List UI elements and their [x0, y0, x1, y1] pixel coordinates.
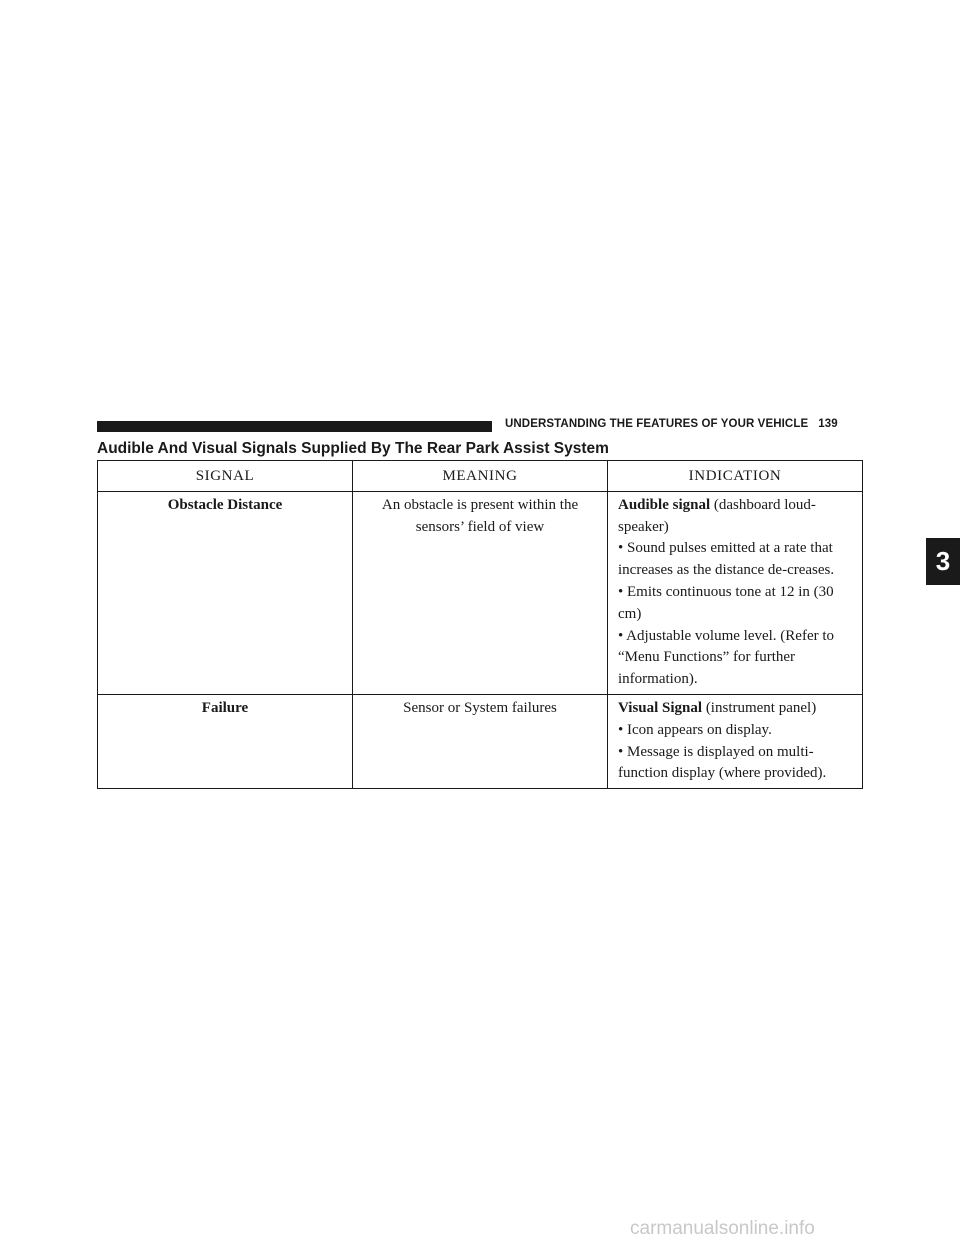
meaning-cell: Sensor or System failures — [353, 694, 608, 788]
indication-bullet: • Emits continuous tone at 12 in (30 cm) — [618, 583, 834, 622]
indication-heading — [618, 495, 852, 539]
watermark: carmanualsonline.info — [630, 1218, 815, 1239]
running-header-title: UNDERSTANDING THE FEATURES OF YOUR VEHICLE — [505, 418, 809, 430]
indication-label: Visual Signal — [618, 699, 703, 716]
indication-bullet: • Sound pulses emitted at a rate that increases as the distance de-creases. — [618, 540, 835, 579]
indication-bullet: • Icon appears on display. — [618, 721, 772, 738]
indication-note: (instrument panel) — [705, 699, 817, 716]
indication-cell — [608, 694, 863, 788]
running-header — [505, 418, 838, 430]
table-row — [98, 491, 863, 694]
page-number: 139 — [818, 418, 838, 430]
indication-cell — [608, 491, 863, 694]
chapter-tab: 3 — [926, 538, 960, 585]
header-rule — [97, 421, 492, 432]
signal-cell: Failure — [98, 694, 353, 788]
indication-note: (dashboard loud-speaker) — [618, 496, 816, 535]
column-header-indication: INDICATION — [608, 461, 863, 492]
indication-bullet: • Message is displayed on multi-function display (where provided). — [618, 743, 827, 782]
meaning-cell: An obstacle is present within the sensors’ field of view — [353, 491, 608, 694]
section-title: Audible And Visual Signals Supplied By The Rear Park Assist System — [97, 440, 609, 457]
signal-cell: Obstacle Distance — [98, 491, 353, 694]
indication-label: Audible signal — [618, 496, 711, 513]
column-header-signal: SIGNAL — [98, 461, 353, 492]
signals-table — [97, 460, 863, 789]
indication-bullet: • Adjustable volume level. (Refer to “Menu Functions” for further information). — [618, 627, 835, 688]
indication-heading — [618, 698, 852, 720]
column-header-meaning: MEANING — [353, 461, 608, 492]
table-row — [98, 694, 863, 788]
table-header-row — [98, 461, 863, 492]
